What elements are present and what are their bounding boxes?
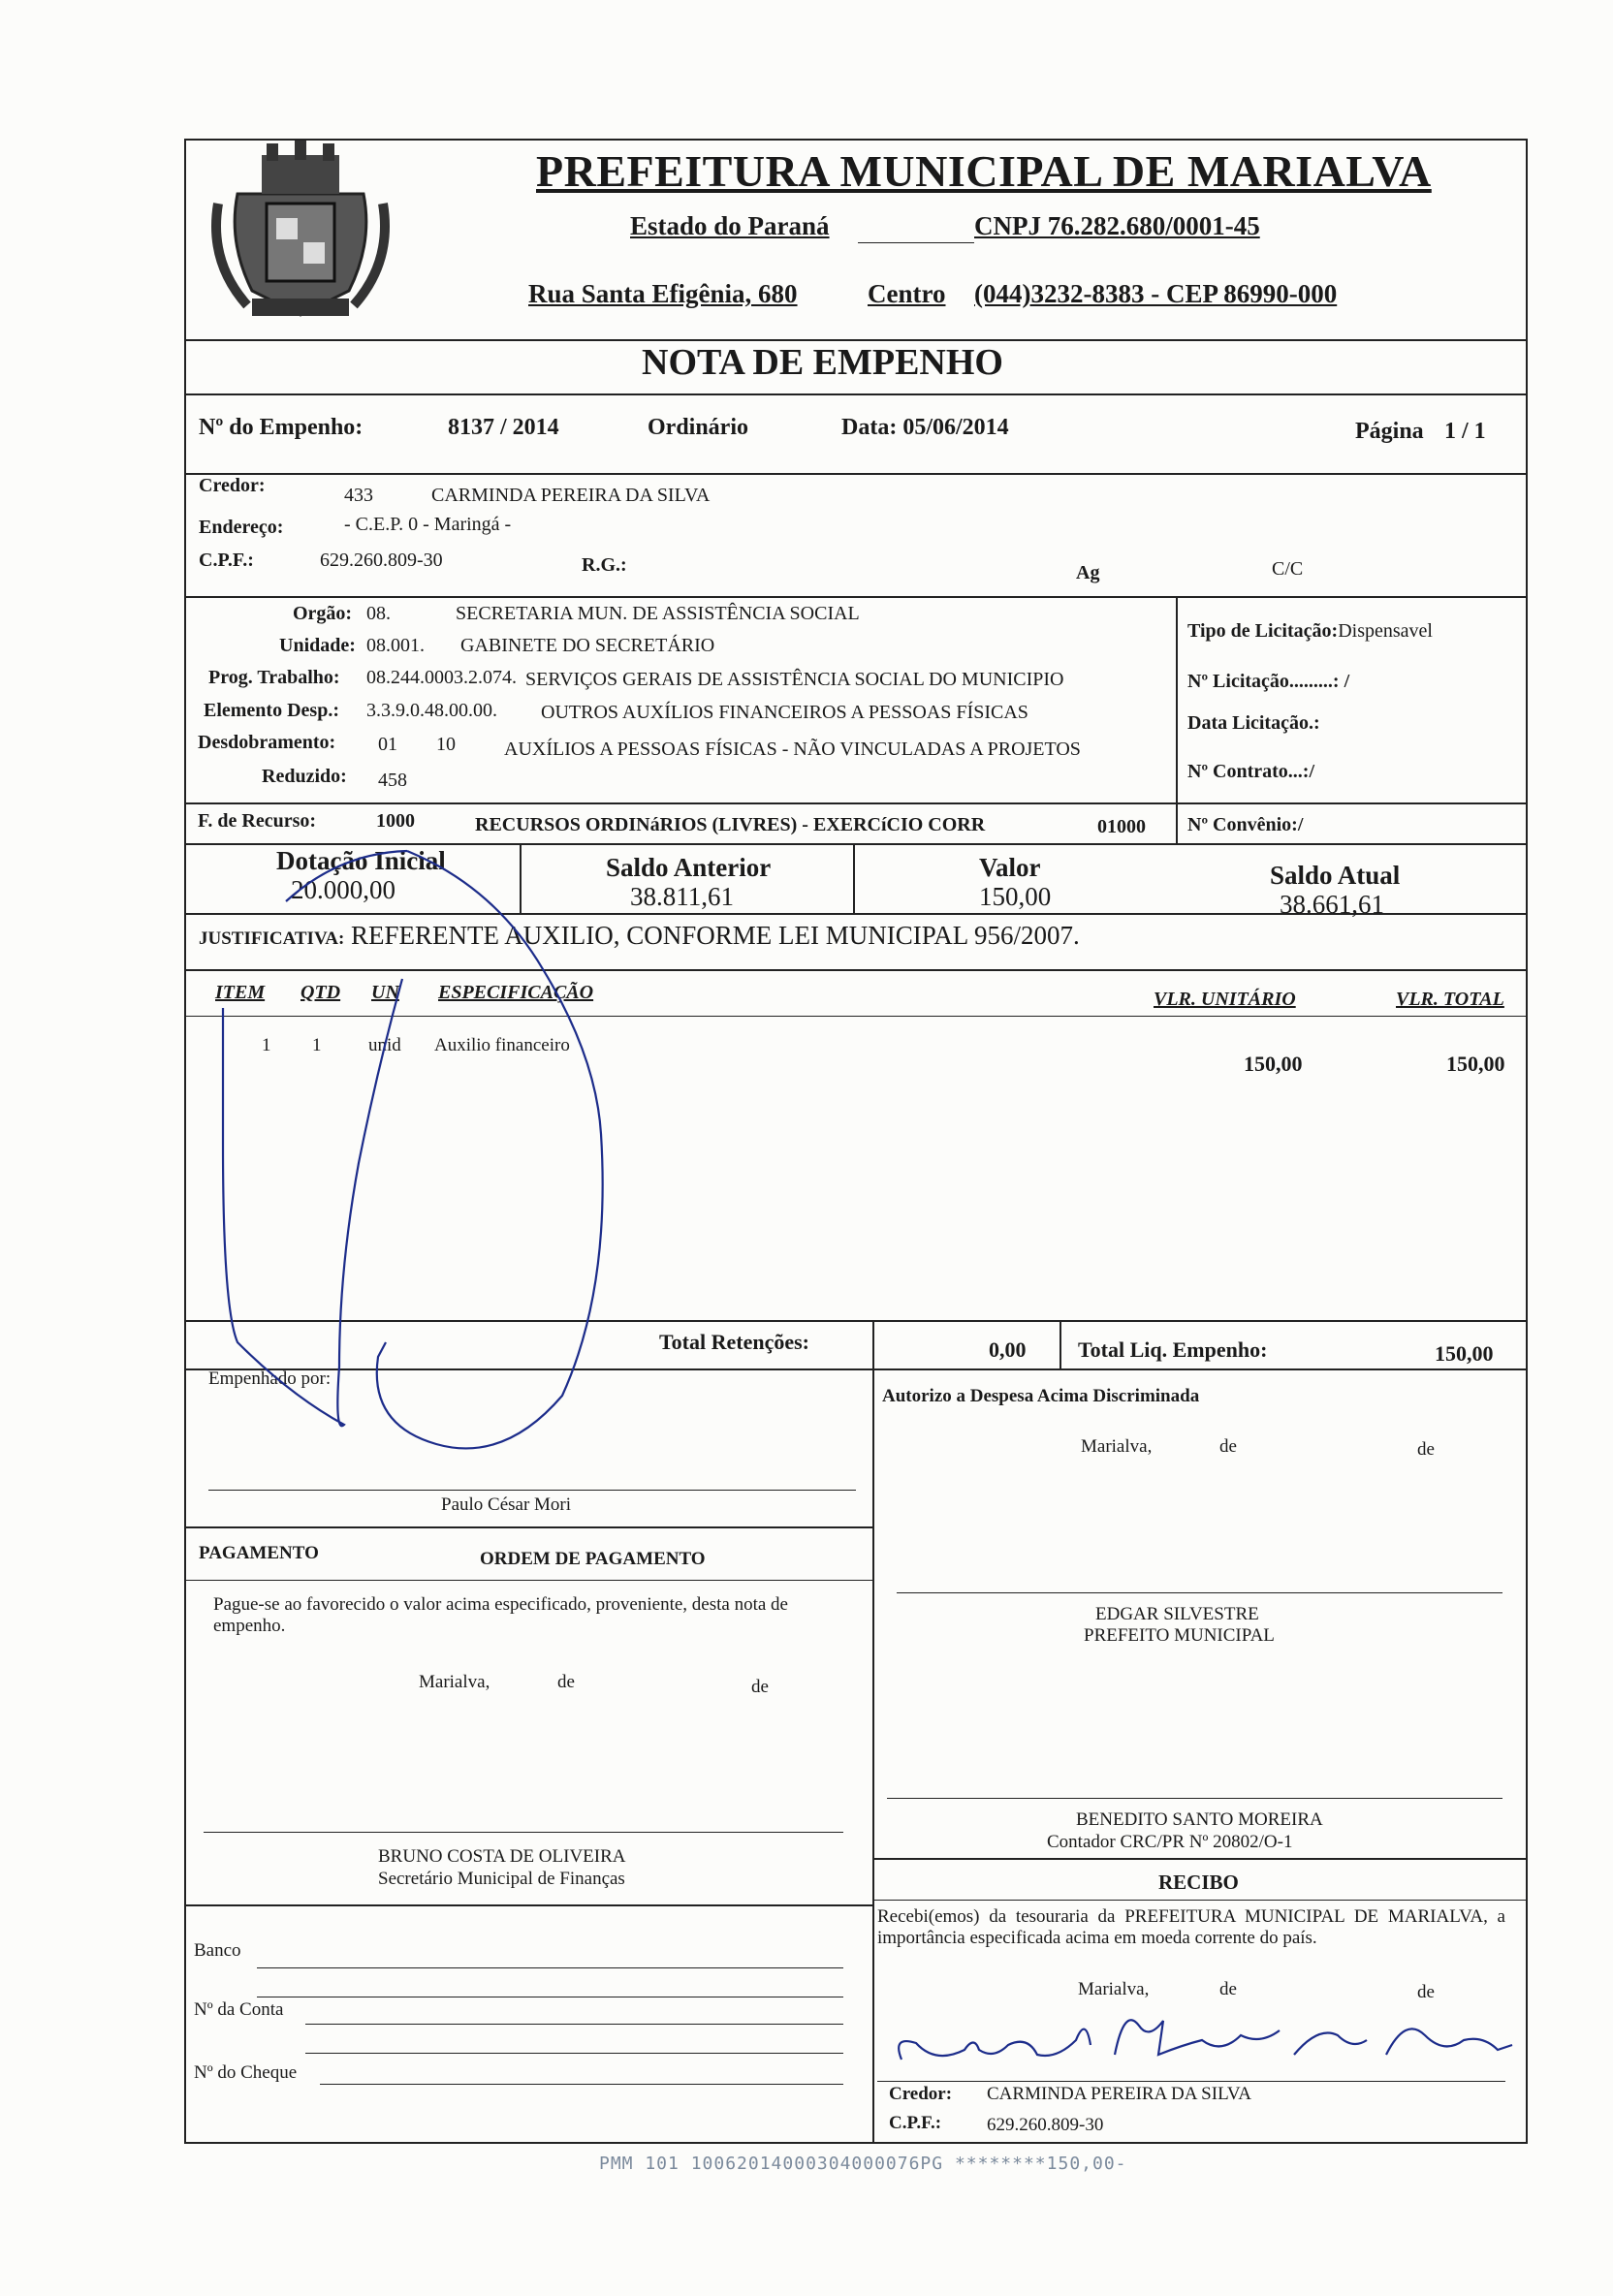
pagamento-label: PAGAMENTO xyxy=(199,1543,319,1563)
rg-label: R.G.: xyxy=(582,554,627,576)
cheque-label: Nº do Cheque xyxy=(194,2062,298,2083)
valor-value: 150,00 xyxy=(979,882,1052,911)
licitacao-type-label: Tipo de Licitação:Dispensavel xyxy=(1187,620,1433,642)
recibo-place: Marialva, xyxy=(1078,1979,1150,1999)
saldo-atual-label: Saldo Atual xyxy=(1270,861,1401,890)
retencoes-value: 0,00 xyxy=(989,1337,1027,1362)
unidade-code: 08.001. xyxy=(366,635,425,656)
recibo-label: RECIBO xyxy=(1158,1871,1239,1894)
recibo-credor-name: CARMINDA PEREIRA DA SILVA xyxy=(987,2084,1251,2104)
prog-name: SERVIÇOS GERAIS DE ASSISTÊNCIA SOCIAL DO MUNICIPIO xyxy=(525,669,1064,690)
reduzido-label: Reduzido: xyxy=(262,766,347,787)
col-vlr-unitario: VLR. UNITÁRIO xyxy=(1154,989,1296,1010)
recibo-text: Recebi(emos) da tesouraria da PREFEITURA MUNICIPAL DE MARIALVA, a importância especificada acima em moeda corrente do país. xyxy=(877,1906,1505,1948)
page-number: 1 / 1 xyxy=(1444,419,1486,444)
prog-code: 08.244.0003.2.074. xyxy=(366,667,517,688)
autorizo-de-1: de xyxy=(1219,1436,1237,1457)
edgar-role: PREFEITO MUNICIPAL xyxy=(1084,1625,1275,1646)
credor-label: Credor: xyxy=(199,475,266,496)
pague-text: Pague-se ao favorecido o valor acima especificado, proveniente, desta nota de empenho. xyxy=(213,1594,788,1636)
header-cnpj: CNPJ 76.282.680/0001-45 xyxy=(974,211,1260,240)
row-unit: 150,00 xyxy=(1244,1052,1303,1076)
endereco-value: - C.E.P. 0 - Maringá - xyxy=(344,514,512,535)
dotacao-inicial-label: Dotação Inicial xyxy=(276,846,446,875)
saldo-atual-value: 38.661,61 xyxy=(1280,890,1384,919)
page-label: Página xyxy=(1355,419,1424,444)
row-item: 1 xyxy=(262,1035,271,1055)
pagamento-de-2: de xyxy=(751,1677,769,1697)
banco-label: Banco xyxy=(194,1940,241,1961)
orgao-code: 08. xyxy=(366,603,391,624)
row-qtd: 1 xyxy=(312,1035,322,1055)
convenio-number: Nº Convênio:/ xyxy=(1187,814,1304,835)
empenho-date: Data: 05/06/2014 xyxy=(841,415,1009,440)
empenho-number: 8137 / 2014 xyxy=(448,415,559,440)
col-vlr-total: VLR. TOTAL xyxy=(1396,989,1504,1010)
edgar-name: EDGAR SILVESTRE xyxy=(1095,1604,1259,1624)
conta-label: Nº da Conta xyxy=(194,1999,284,2020)
row-spec: Auxilio financeiro xyxy=(434,1035,570,1055)
cpf-label: C.P.F.: xyxy=(199,550,254,571)
bruno-name: BRUNO COSTA DE OLIVEIRA xyxy=(378,1846,626,1867)
justificativa: JUSTIFICATIVA: REFERENTE AUXILIO, CONFORME LEI MUNICIPAL 956/2007. xyxy=(199,921,1080,950)
footer-code: PMM 101 10062014000304000076PG ********150,00- xyxy=(599,2154,1127,2174)
credor-code: 433 xyxy=(344,485,373,506)
endereco-label: Endereço: xyxy=(199,517,284,538)
bruno-role: Secretário Municipal de Finanças xyxy=(378,1869,625,1889)
unidade-name: GABINETE DO SECRETÁRIO xyxy=(460,635,715,656)
credor-name: CARMINDA PEREIRA DA SILVA xyxy=(431,485,711,506)
valor-label: Valor xyxy=(979,853,1041,882)
col-item: ITEM xyxy=(215,982,266,1003)
orgao-label: Orgão: xyxy=(293,603,353,624)
elemento-code: 3.3.9.0.48.00.00. xyxy=(366,700,497,721)
header-title: PREFEITURA MUNICIPAL DE MARIALVA xyxy=(536,146,1432,196)
header-street: Rua Santa Efigênia, 680 xyxy=(528,279,798,308)
elemento-name: OUTROS AUXÍLIOS FINANCEIROS A PESSOAS FÍSICAS xyxy=(541,702,1028,723)
row-un: unid xyxy=(368,1035,401,1055)
ag-label: Ag xyxy=(1076,562,1100,583)
reduzido-value: 458 xyxy=(378,770,407,791)
benedito-name: BENEDITO SANTO MOREIRA xyxy=(1076,1809,1323,1830)
empenhado-por-label: Empenhado por: xyxy=(208,1368,332,1389)
recibo-cpf-value: 629.260.809-30 xyxy=(987,2115,1104,2135)
desdobramento-code2: 10 xyxy=(436,734,456,755)
licitacao-date: Data Licitação.: xyxy=(1187,712,1320,734)
recurso-code2: 01000 xyxy=(1097,816,1146,837)
elemento-label: Elemento Desp.: xyxy=(204,700,339,721)
col-un: UN xyxy=(371,982,399,1003)
paulo-name: Paulo César Mori xyxy=(441,1494,572,1515)
benedito-role: Contador CRC/PR Nº 20802/O-1 xyxy=(1047,1832,1293,1852)
desdobramento-label: Desdobramento: xyxy=(198,732,336,753)
cc-label: C/C xyxy=(1272,558,1304,580)
contract-number: Nº Contrato...:/ xyxy=(1187,761,1315,782)
orgao-name: SECRETARIA MUN. DE ASSISTÊNCIA SOCIAL xyxy=(456,603,860,624)
recurso-name: RECURSOS ORDINáRIOS (LIVRES) - EXERCíCIO CORR xyxy=(475,814,986,835)
pagamento-place: Marialva, xyxy=(419,1672,490,1692)
desdobramento-name: AUXÍLIOS A PESSOAS FÍSICAS - NÃO VINCULADAS A PROJETOS xyxy=(504,739,1081,760)
header-phone-cep: (044)3232-8383 - CEP 86990-000 xyxy=(974,279,1338,308)
recibo-de-2: de xyxy=(1417,1982,1435,2002)
recibo-de-1: de xyxy=(1219,1979,1237,1999)
recibo-credor-label: Credor: xyxy=(889,2084,953,2104)
header-state: Estado do Paraná xyxy=(630,211,830,240)
licitacao-number: Nº Licitação.........: / xyxy=(1187,671,1350,692)
cpf-value: 629.260.809-30 xyxy=(320,550,443,571)
recurso-code: 1000 xyxy=(376,810,415,832)
retencoes-label: Total Retenções: xyxy=(659,1330,809,1354)
empenho-label: Nº do Empenho: xyxy=(199,415,364,440)
ordem-pagamento-label: ORDEM DE PAGAMENTO xyxy=(480,1549,706,1569)
autorizo-de-2: de xyxy=(1417,1439,1435,1460)
saldo-anterior-label: Saldo Anterior xyxy=(606,853,772,882)
col-qtd: QTD xyxy=(300,982,341,1003)
desdobramento-code1: 01 xyxy=(378,734,397,755)
autorizo-place: Marialva, xyxy=(1081,1436,1153,1457)
empenho-type: Ordinário xyxy=(648,415,749,440)
header-district: Centro xyxy=(868,279,946,308)
prog-label: Prog. Trabalho: xyxy=(208,667,340,688)
recurso-label: F. de Recurso: xyxy=(198,810,317,832)
unidade-label: Unidade: xyxy=(279,635,356,656)
dotacao-inicial-value: 20.000,00 xyxy=(291,875,395,904)
row-total: 150,00 xyxy=(1446,1052,1505,1076)
document-title: NOTA DE EMPENHO xyxy=(642,342,1003,383)
pagamento-de-1: de xyxy=(557,1672,575,1692)
autorizo-text: Autorizo a Despesa Acima Discriminada xyxy=(882,1386,1200,1406)
liquido-value: 150,00 xyxy=(1435,1341,1494,1366)
recibo-cpf-label: C.P.F.: xyxy=(889,2113,942,2133)
saldo-anterior-value: 38.811,61 xyxy=(630,882,734,911)
liquido-label: Total Liq. Empenho: xyxy=(1078,1337,1268,1362)
col-especificacao: ESPECIFICAÇÃO xyxy=(438,982,594,1003)
